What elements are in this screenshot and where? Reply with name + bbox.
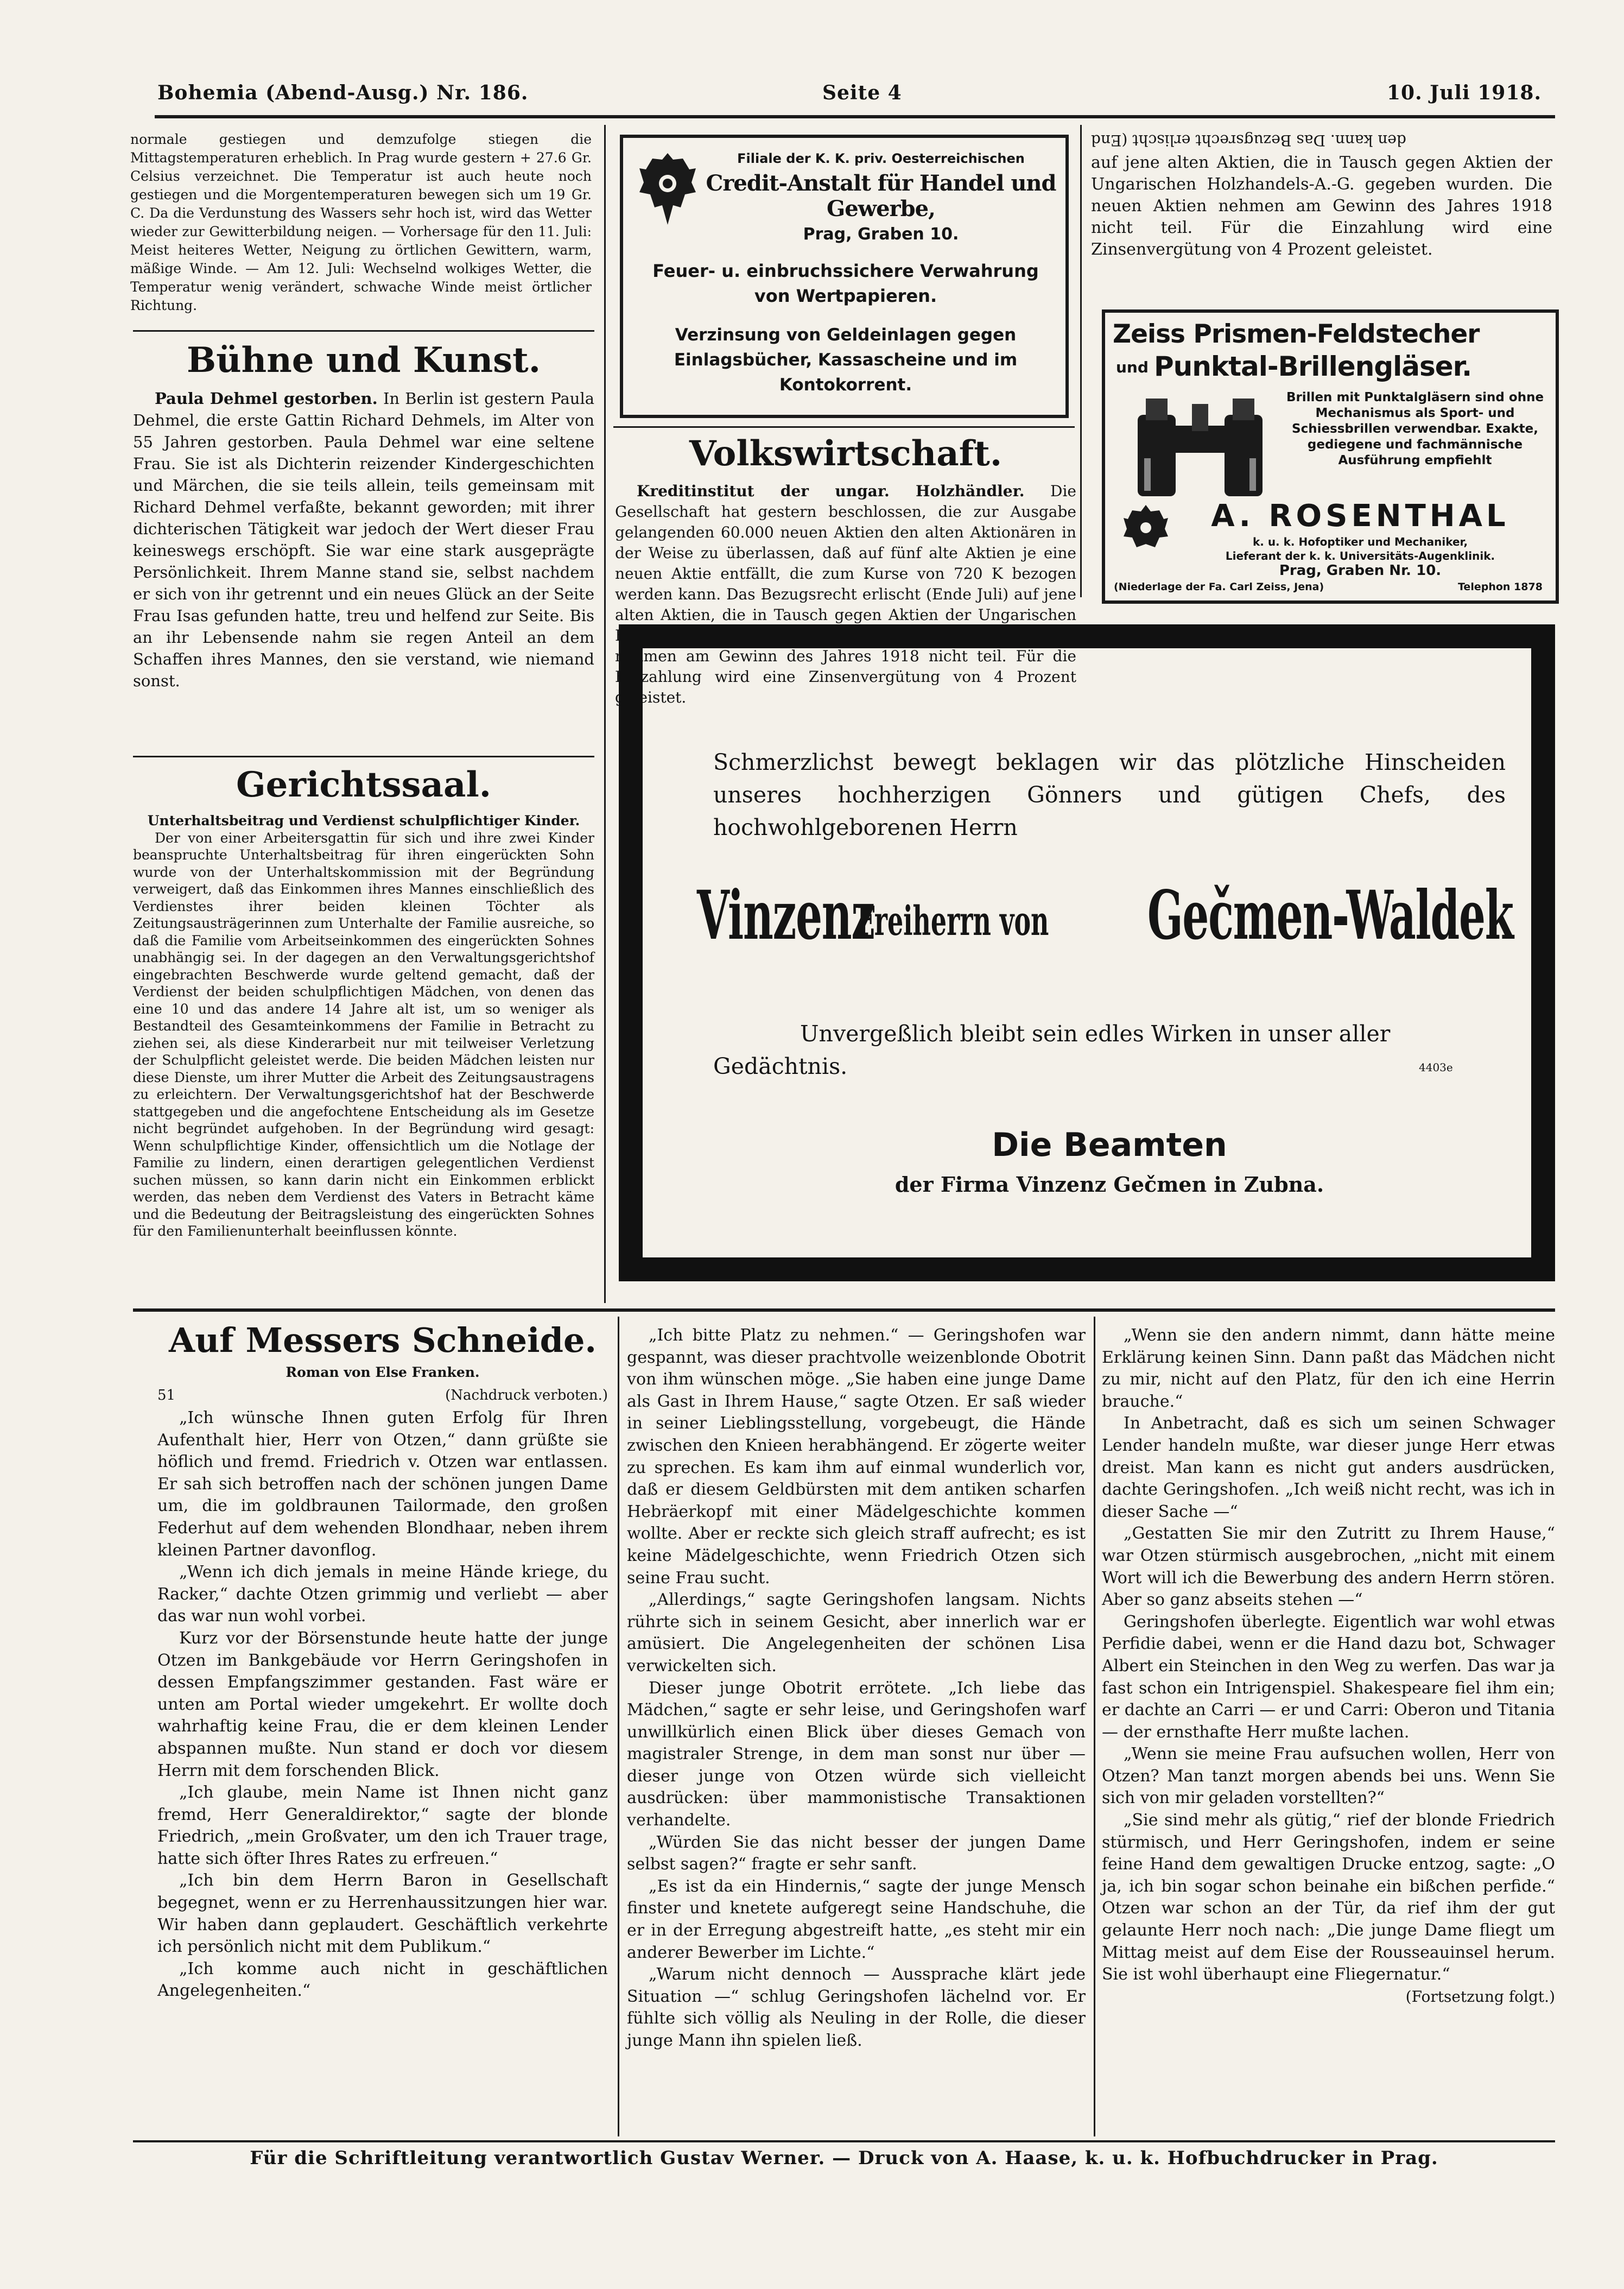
novel-column-2 [627, 1325, 1086, 2052]
name-mid: Freiherrn von [857, 898, 1049, 945]
novel-paragraph: „Warum nicht dennoch — Aussprache klärt jede Situation —“ schlug Geringshofen lächelnd vor. Er fühlte sich völlig als Neuling in der Rolle, die dieser junge Mann ihn spielen ließ. [627, 1965, 1086, 2050]
obituary-code: 4403e [1419, 1061, 1453, 1074]
novel-paragraph: Geringshofen überlegte. Eigentlich war wohl etwas Perfidie dabei, wenn er die Hand dazu bot, Schwager Albert ein Steinchen in den Weg zu werfen. Das war ja fast schon ein Intrigenspiel. Shakespeare fiel ihm ein; er dachte an Carri — er und Carri: Oberon und Titania — der ernsthafte Herr mußte lachen. [1102, 1612, 1555, 1742]
page-number: Seite 4 [822, 81, 902, 104]
obituary-intro: Schmerzlichst bewegt beklagen wir das plötzliche Hinscheiden unseres hochherzigen Gönners und gütigen Chefs, des hochwohlgeborenen Herrn [713, 749, 1506, 840]
credit-ad-line1: Filiale der K. K. priv. Oesterreichischen [737, 151, 1025, 166]
issue-date: 10. Juli 1918. [1387, 81, 1541, 104]
continued-notice: (Fortsetzung folgt.) [1405, 1987, 1555, 2006]
zeiss-sub1: k. u. k. Hofoptiker und Mechaniker, [1252, 535, 1468, 548]
header-rule [155, 115, 1555, 118]
footer-rule [133, 2140, 1555, 2142]
novel-paragraph: „Gestatten Sie mir den Zutritt zu Ihrem Hause,“ war Otzen stürmisch ausgebrochen, „nicht mit einem Wort will ich die Bewerbung des andern Herrn stören. Aber so ganz abseits stehen —“ [1102, 1524, 1555, 1610]
zeiss-body: Brillen mit Punktalgläsern sind ohne Mechanismus als Sport- und Schiessbrillen verwendbar. Exakte, gediegene und fachmännische Ausführung empfiehlt [1286, 390, 1544, 467]
novel-title: Auf Messers Schneide. [169, 1320, 597, 1360]
credit-anstalt-ad [620, 135, 1069, 418]
article-lead: Kreditinstitut der ungar. Holzhändler. [637, 482, 1025, 500]
column-divider [1094, 1317, 1095, 2136]
imprint-footer: Für die Schriftleitung verantwortlich Gustav Werner. — Druck von A. Haase, k. u. k. Hofbuchdrucker in Prag. [250, 2147, 1438, 2169]
zeiss-address: Prag, Graben Nr. 10. [1279, 562, 1442, 579]
credit-ad-line4: Feuer- u. einbruchssichere Verwahrung von Wertpapieren. [652, 261, 1039, 306]
credit-ad-line5: Verzinsung von Geldeinlagen gegen Einlagsbücher, Kassascheine und im Kontokorrent. [674, 325, 1018, 395]
novel-paragraph: „Wenn sie meine Frau aufsuchen wollen, Herr von Otzen? Man tanzt morgen abends bei uns. Wenn Sie sich von mir geladen vorstellten?“ [1102, 1744, 1555, 1808]
novel-column-3 [1102, 1325, 1555, 2008]
obituary-notice [619, 624, 1555, 1281]
zeiss-title2: Punktal-Brillengläser. [1154, 351, 1472, 382]
zeiss-rosenthal-ad [1102, 309, 1559, 604]
weather-text: normale gestiegen und demzufolge stiegen die Mittagstemperaturen erheblich. In Prag wurde gestern + 27.6 Gr. Celsius verzeichnet. Die Temperatur ist auch heute noch gestiegen und die Morgentemperaturen bewegen sich um 19 Gr. C. Da die Verdunstung des Wassers sehr hoch ist, wird das Wetter wieder zur Gewitterbildung neigen. — Vorhersage für den 11. Juli: Meist heiteres Wetter, Neigung zu örtlichen Gewittern, warm, mäßige Winde. — Am 12. Juli: Wechselnd wolkiges Wetter, die Temperatur wenig verändert, schwache Winde meist örtlicher Richtung. [130, 131, 592, 313]
zeiss-title1: Zeiss Prismen-Feldstecher [1113, 319, 1480, 349]
eagle-small-icon [1121, 503, 1170, 552]
section-rule [133, 330, 594, 332]
novel-paragraph: „Ich wünsche Ihnen guten Erfolg für Ihren Aufenthalt hier, Herr von Otzen,“ dann grüßte sie höflich und fremd. Friedrich v. Otzen war entlassen. Er sah sich betroffen nach der schönen jungen Dame um, die im goldbraunen Tailormade, den großen Federhut auf dem wehenden Blondhaar, neben ihrem kleinen Partner davonflog. [157, 1408, 608, 1560]
section-heading: Bühne und Kunst. [187, 340, 541, 381]
zeiss-foot-right: Telephon 1878 [1458, 581, 1543, 593]
novel-paragraph: „Sie sind mehr als gütig,“ rief der blonde Friedrich stürmisch, und Herr Geringshofen, indem er seine feine Hand dem gewaltigen Drucke entzog, sagte: „O ja, ich bin sogar schon beinahe ein bißchen perfide.“ Otzen war schon an der Tür, da rief ihm der gut gelaunte Herr noch nach: „Die junge Dame fliegt um Mittag meist auf dem Eise der Rousseauinsel herum. Sie ist wohl überhaupt eine Fliegernatur.“ [1102, 1811, 1555, 1984]
novel-paragraph: „Ich glaube, mein Name ist Ihnen nicht ganz fremd, Herr Generaldirektor,“ sagte der blonde Friedrich, „mein Großvater, um den ich Trauer trage, hatte sich öfter Ihres Rates zu erfreuen.“ [157, 1783, 608, 1868]
novel-column-1 [157, 1319, 608, 2002]
article-body: Die Gesellschaft hat gestern beschlossen, die zur Ausgabe gelangenden 60.000 neuen Aktien den alten Aktionären in der Weise zu überlassen, daß auf fünf alte Aktien je eine neuen Aktie entfällt, die zum Kurse von 720 K bezogen werden kann. Das Bezugsrecht erlischt (Ende Juli) auf jene alten Aktien, die in Tausch gegen Aktien der Ungarischen Holzhandels-A.-G. gegeben wurden. Die neuen Aktien nehmen am Gewinn des Jahres 1918 nicht teil. Für die Einzahlung wird eine Zinsenvergütung von 4 Prozent geleistet. [615, 482, 1076, 706]
article-body: Der von einer Arbeitersgattin für sich und ihre zwei Kinder beanspruchte Unterhaltsbeitrag für ihren eingerückten Sohn wurde von der Unterhaltskommission mit der Begründung verweigert, daß das Einkommen ihres Mannes einschließlich des Verdienstes ihrer beiden kleinen Töchter als Zeitungsausträgerinnen zum Unterhalte der Familie ausreiche, so daß die Familie vom Arbeitseinkommen des eingerückten Sohnes unabhängig sei. In der dagegen an den Verwaltungsgerichtshof eingebrachten Beschwerde wurde geltend gemacht, daß der Verdienst der beiden schulpflichtigen Mädchen, von denen das eine 10 und das andere 14 Jahre alt ist, um so weniger als Bestandteil des Gesamteinkommens der Familie in Betracht zu ziehen sei, als diese Kinderarbeit nur mit teilweiser Verletzung der Schulpflicht geleistet werde. Die beiden Mädchen leisten nur diese Dienste, um ihrer Mutter die Arbeit des Zeitungsaustragens zu erleichtern. Der Verwaltungsgerichtshof hat der Beschwerde stattgegeben und die angefochtene Entscheidung als im Gesetze nicht begründet aufgehoben. In der Begründung wird gesagt: Wenn schulpflichtige Kinder, offensichtlich um die Notlage der Familie zu lindern, einen derartigen gelegentlichen Verdienst suchen müssen, so kann darin nicht ein Einkommen erblickt werden, das neben dem Verdienst des Vaters in Betracht käme und die Bedeutung der Beitragsleistung des eingerückten Sohnes für den Familienunterhalt beeinflussen könnte. [133, 830, 594, 1239]
upside-down-line: den kann. Das Bezugsrecht erlischt (End [1091, 131, 1406, 149]
zeiss-firm: A. ROSENTHAL [1211, 498, 1509, 534]
credit-ad-line3: Prag, Graben 10. [803, 225, 959, 244]
novel-paragraph: Kurz vor der Börsenstunde heute hatte der junge Otzen im Bankgebäude vor Herrn Geringshofen in dessen Empfangszimmer gestanden. Fast wäre er unten am Portal wieder umgekehrt. Er wollte doch wahrhaftig keine Frau, die er dem kleinen Lender abspannen mußte. Nun stand er doch vor diesem Herrn mit dem forschenden Blick. [157, 1628, 608, 1780]
feuilleton-rule [133, 1308, 1555, 1312]
novel-paragraph: In Anbetracht, daß es sich um seinen Schwager Lender handeln mußte, war dieser junge Herr etwas dreist. Man kann es nicht gut anders ausdrücken, dachte Geringshofen. „Ich weiß nicht recht, was ich in dieser Sache —“ [1102, 1414, 1555, 1521]
novel-paragraph: „Allerdings,“ sagte Geringshofen langsam. Nichts rührte sich in seinem Gesicht, aber innerlich war er amüsiert. Die Angelegenheiten der schönen Lisa verwickelten sich. [627, 1590, 1086, 1675]
zeiss-title2-prefix: und [1116, 358, 1149, 376]
section-rule [613, 426, 1075, 428]
novel-paragraph: „Ich bitte Platz zu nehmen.“ — Geringshofen war gespannt, was dieser prachtvolle weizenblonde Obotrit von ihm wünschen möge. „Sie haben eine junge Dame als Gast in Ihrem Hause,“ sagte Otzen. Er saß wieder in seiner Lieblingsstellung, vorgebeugt, die Hände zwischen den Knieen herabhängend. Er zögerte weiter zu sprechen. Es kam ihm auf einmal wunderlich vor, daß er diesem Geldbürsten mit dem antiken scharfen Hebräerkopf mit einer Mädelgeschichte kommen wollte. Aber er reckte sich gleich straff aufrecht; es ist keine Mädelgeschichte, wenn Friedrich Otzen sich seine Frau sucht. [627, 1326, 1086, 1588]
novel-paragraph: Dieser junge Obotrit errötete. „Ich liebe das Mädchen,“ sagte er sehr leise, und Geringshofen warf unwillkürlich einen Blick über dieses Gemach von magistraler Strenge, in dem man sonst nur über — dieser junge von Otzen würde sich vielleicht ausdrücken: über mammonistische Transaktionen verhandelte. [627, 1678, 1086, 1830]
novel-paragraph: „Würden Sie das nicht besser der jungen Dame selbst sagen?“ fragte er sehr sanft. [627, 1832, 1086, 1874]
section-heading: Gerichtssaal. [236, 764, 492, 805]
novel-paragraph: „Wenn sie den andern nimmt, dann hätte meine Erklärung keinen Sinn. Dann paßt das Mädchen nicht zu mir, nicht auf den Platz, für den ich eine Herrin brauche.“ [1102, 1326, 1555, 1411]
zeiss-foot-left: (Niederlage der Fa. Carl Zeiss, Jena) [1114, 581, 1324, 593]
section-volkswirtschaft [615, 429, 1076, 706]
article-lead: Unterhaltsbeitrag und Verdienst schulpflichtiger Kinder. [147, 813, 580, 829]
novel-meta [157, 1383, 608, 1407]
masthead-left: Bohemia (Abend-Ausg.) Nr. 186. [157, 81, 529, 104]
section-buehne [133, 336, 594, 692]
obituary-memorial: Unvergeßlich bleibt sein edles Wirken in unser aller Gedächtnis. [713, 1021, 1391, 1079]
weather-report [130, 130, 592, 315]
continuation-text: auf jene alten Aktien, die in Tausch gegen Aktien der Ungarischen Holzhandels-A.-G. gegeben wurden. Die neuen Aktien nehmen am Gewinn des Jahres 1918 nicht teil. Für die Einzahlung wird eine Zinsenvergütung von 4 Prozent geleistet. [1091, 153, 1552, 259]
credit-ad-line2: Credit-Anstalt für Handel und Gewerbe, [706, 170, 1056, 222]
column-divider [1080, 125, 1082, 597]
article-lead: Paula Dehmel gestorben. [155, 389, 378, 408]
article-body: In Berlin ist gestern Paula Dehmel, die erste Gattin Richard Dehmels, im Alter von 55 Jahren gestorben. Paula Dehmel war eine seltene Frau. Sie ist als Dichterin reizender Kindergeschichten und Märchen, die sie teils allein, teils gemeinsam mit Richard Dehmel verfaßte, bekannt geworden; mit ihrer dichterischen Tätigkeit war jedoch der Wert dieser Frau keineswegs erschöpft. Sie war eine stark ausgeprägte Persönlichkeit. Ihrem Manne stand sie, selbst nachdem er sich von ihr getrennt und ein neues Glück an der Seite Frau Isas gefunden hatte, treu und helfend zur Seite. Bis an ihr Lebensende nahm sie regen Anteil an dem Schaffen ihres Mannes, den sie verstand, wie niemand sonst. [133, 389, 595, 690]
volkswirtschaft-continuation [1091, 152, 1552, 261]
novel-paragraph: „Ich bin dem Herrn Baron in Gesellschaft begegnet, wenn er zu Herrenhaussitzungen hier war. Wir haben dann geplaudert. Geschäftlich verkehrte ich persönlich nicht mit dem Publikum.“ [157, 1871, 608, 1957]
reprint-notice: (Nachdruck verboten.) [445, 1387, 608, 1403]
novel-paragraph: „Es ist da ein Hindernis,“ sagte der junge Mensch finster und knetete aufgeregt seine Handschuhe, die er in der Erregung abgestreift hatte, „es steht mir ein anderer Bewerber im Lichte.“ [627, 1876, 1086, 1962]
column-divider [618, 1317, 619, 2136]
column-divider [604, 125, 606, 1303]
installment-number: 51 [157, 1387, 176, 1403]
obituary-sign2: der Firma Vinzenz Gečmen in Zubna. [895, 1172, 1324, 1197]
binoculars-icon [1127, 393, 1273, 502]
novel-paragraph: „Ich komme auch nicht in geschäftlichen Angelegenheiten.“ [157, 1959, 608, 2001]
zeiss-sub2: Lieferant der k. k. Universitäts-Augenklinik. [1225, 549, 1495, 562]
novel-author: Roman von Else Franken. [286, 1364, 480, 1380]
section-gericht [133, 760, 594, 1240]
obituary-sign1: Die Beamten [992, 1126, 1227, 1164]
novel-paragraph: „Wenn ich dich jemals in meine Hände kriege, du Racker,“ dachte Otzen grimmig und verliebt — aber das war nun wohl vorbei. [157, 1563, 608, 1626]
name-last: Gečmen-Waldek [1147, 876, 1513, 955]
eagle-crest-icon [635, 149, 700, 230]
section-heading: Volkswirtschaft. [689, 433, 1003, 474]
section-rule [133, 756, 594, 757]
name-first: Vinzenz [697, 876, 874, 955]
